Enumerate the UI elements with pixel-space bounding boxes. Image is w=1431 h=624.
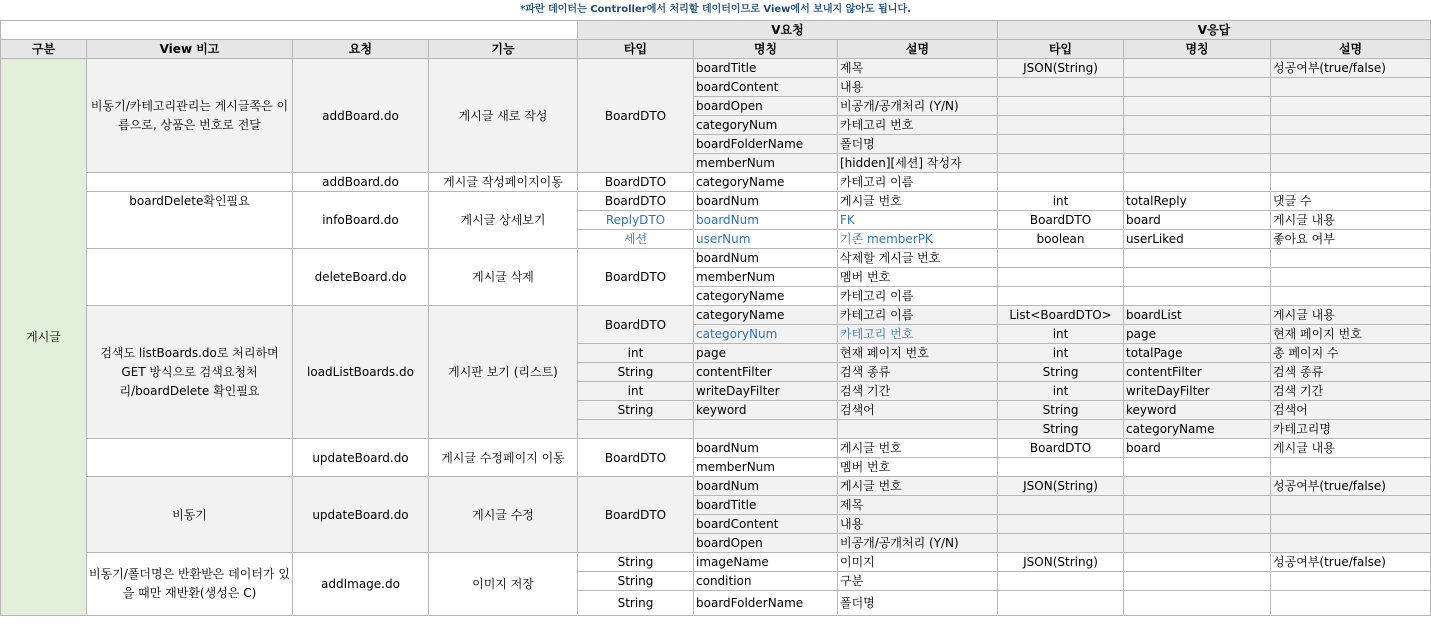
res-desc-cell: 좋아요 여부 [1271,230,1431,249]
col-view-note: View 비고 [87,40,293,59]
req-type-cell: int [578,382,694,401]
req-desc-cell: FK [838,211,998,230]
req-name-cell: boardFolderName [694,135,838,154]
req-name-cell: boardOpen [694,534,838,553]
res-type-cell: List<BoardDTO> [998,306,1124,325]
res-type-cell: boolean [998,230,1124,249]
req-name-cell: boardContent [694,515,838,534]
req-type-cell: BoardDTO [578,306,694,344]
req-desc-cell: 카테고리 번호 [838,116,998,135]
req-desc-cell: 검색 기간 [838,382,998,401]
req-type-cell: BoardDTO [578,173,694,192]
res-name-cell: keyword [1124,401,1271,420]
col-gubun: 구분 [1,40,87,59]
res-desc-cell: 카테고리명 [1271,420,1431,439]
req-name-cell: boardContent [694,78,838,97]
req-name-cell: boardNum [694,439,838,458]
res-type-cell: int [998,325,1124,344]
req-name-cell: contentFilter [694,363,838,382]
req-desc-cell: 삭제할 게시글 번호 [838,249,998,268]
req-desc-cell: 기존 memberPK [838,230,998,249]
req-name-cell: boardTitle [694,496,838,515]
req-type-cell: BoardDTO [578,439,694,477]
req-desc-cell: 카테고리 번호 [838,325,998,344]
request-cell: addBoard.do [293,59,429,173]
res-desc-cell: 게시글 내용 [1271,306,1431,325]
req-name-cell: condition [694,572,838,591]
col-request: 요청 [293,40,429,59]
res-name-cell [1124,553,1271,572]
req-type-cell: BoardDTO [578,192,694,211]
res-desc-cell: 성공여부(true/false) [1271,553,1431,572]
req-desc-cell: 내용 [838,515,998,534]
req-desc-cell: 멤버 번호 [838,268,998,287]
col-req-name: 명칭 [694,40,838,59]
request-cell: addBoard.do [293,173,429,192]
req-desc-cell: 내용 [838,78,998,97]
req-type-cell: String [578,591,694,616]
req-name-cell: imageName [694,553,838,572]
req-type-cell: BoardDTO [578,59,694,173]
res-name-cell: contentFilter [1124,363,1271,382]
res-name-cell: board [1124,211,1271,230]
res-type-cell: BoardDTO [998,211,1124,230]
req-desc-cell: 현재 페이지 번호 [838,344,998,363]
req-desc-cell: 카테고리 이름 [838,173,998,192]
request-cell: updateBoard.do [293,439,429,477]
res-type-cell: String [998,420,1124,439]
req-type-cell: BoardDTO [578,249,694,306]
function-cell: 이미지 저장 [429,553,578,616]
request-cell: loadListBoards.do [293,306,429,439]
view-note-cell [87,249,293,306]
req-name-cell: memberNum [694,268,838,287]
req-name-cell: categoryName [694,306,838,325]
req-type-cell: String [578,363,694,382]
res-name-cell: boardList [1124,306,1271,325]
req-name-cell: memberNum [694,154,838,173]
req-desc-cell: 게시글 번호 [838,192,998,211]
view-note-cell: 비동기/카테고리관리는 게시글쪽은 이름으로, 상품은 번호로 전달 [87,59,293,173]
req-desc-cell: 카테고리 이름 [838,287,998,306]
res-name-cell: writeDayFilter [1124,382,1271,401]
col-res-type: 타입 [998,40,1124,59]
col-req-desc: 설명 [838,40,998,59]
req-name-cell: boardTitle [694,59,838,78]
req-desc-cell: 검색 종류 [838,363,998,382]
res-desc-cell: 총 페이지 수 [1271,344,1431,363]
res-desc-cell: 검색 종류 [1271,363,1431,382]
res-name-cell: totalPage [1124,344,1271,363]
req-desc-cell: 검색어 [838,401,998,420]
res-type-cell: int [998,192,1124,211]
request-cell: infoBoard.do [293,192,429,249]
req-name-cell: memberNum [694,458,838,477]
res-desc-cell: 검색어 [1271,401,1431,420]
req-name-cell: boardNum [694,249,838,268]
req-name-cell: keyword [694,401,838,420]
req-name-cell: boardNum [694,211,838,230]
res-type-cell: String [998,363,1124,382]
res-name-cell: categoryName [1124,420,1271,439]
req-name-cell: boardNum [694,192,838,211]
category-cell: 게시글 [1,59,87,616]
col-res-name: 명칭 [1124,40,1271,59]
req-desc-cell: 폴더명 [838,135,998,154]
req-desc-cell: 게시글 번호 [838,439,998,458]
res-desc-cell: 검색 기간 [1271,382,1431,401]
req-name-cell: page [694,344,838,363]
req-name-cell: categoryNum [694,116,838,135]
res-type-cell: BoardDTO [998,439,1124,458]
view-note-cell: 검색도 listBoards.do로 처리하며 GET 방식으로 검색요청처리/boardDelete 확인필요 [87,306,293,439]
view-note-cell [87,439,293,477]
req-desc-cell: 게시글 번호 [838,477,998,496]
req-desc-cell: 구분 [838,572,998,591]
res-type-cell: int [998,344,1124,363]
res-name-cell: totalReply [1124,192,1271,211]
req-name-cell: categoryName [694,173,838,192]
req-type-cell: String [578,401,694,420]
res-desc-cell: 성공여부(true/false) [1271,59,1431,78]
req-desc-cell: [hidden][세션] 작성자 [838,154,998,173]
res-name-cell [1124,59,1271,78]
req-type-cell: 세션 [578,230,694,249]
res-type-cell: JSON(String) [998,553,1124,572]
function-cell: 게시글 상세보기 [429,192,578,249]
req-desc-cell: 멤버 번호 [838,458,998,477]
v-request-header: V요청 [578,21,998,40]
res-type-cell: JSON(String) [998,59,1124,78]
res-desc-cell: 성공여부(true/false) [1271,477,1431,496]
res-desc-cell: 댓글 수 [1271,192,1431,211]
req-name-cell: writeDayFilter [694,382,838,401]
req-desc-cell: 폴더명 [838,591,998,616]
req-name-cell: boardNum [694,477,838,496]
req-name-cell: boardFolderName [694,591,838,616]
function-cell: 게시글 새로 작성 [429,59,578,173]
view-note-cell: 비동기 [87,477,293,553]
v-response-header: V응답 [998,21,1431,40]
col-req-type: 타입 [578,40,694,59]
view-note-cell [87,173,293,192]
col-res-desc: 설명 [1271,40,1431,59]
res-name-cell: page [1124,325,1271,344]
view-note-cell: boardDelete확인필요 [87,192,293,249]
function-cell: 게시글 수정 [429,477,578,553]
req-name-cell: categoryNum [694,325,838,344]
function-cell: 게시판 보기 (리스트) [429,306,578,439]
req-type-cell: ReplyDTO [578,211,694,230]
res-desc-cell: 현재 페이지 번호 [1271,325,1431,344]
function-cell: 게시글 작성페이지이동 [429,173,578,192]
res-name-cell [1124,477,1271,496]
api-spec-table [0,20,1431,616]
res-type-cell: int [998,382,1124,401]
res-desc-cell: 게시글 내용 [1271,211,1431,230]
res-type-cell: JSON(String) [998,477,1124,496]
req-desc-cell: 이미지 [838,553,998,572]
header-note: *파란 데이터는 Controller에서 처리할 데이터이므로 View에서 보내지 않아도 됩니다. [520,4,911,15]
req-desc-cell: 비공개/공개처리 (Y/N) [838,97,998,116]
req-desc-cell: 카테고리 이름 [838,306,998,325]
request-cell: deleteBoard.do [293,249,429,306]
view-note-cell: 비동기/폴더명은 반환받은 데이터가 있을 때만 재반환(생성은 C) [87,553,293,616]
request-cell: updateBoard.do [293,477,429,553]
function-cell: 게시글 삭제 [429,249,578,306]
res-name-cell: board [1124,439,1271,458]
req-desc-cell: 제목 [838,59,998,78]
req-type-cell: String [578,572,694,591]
req-desc-cell: 비공개/공개처리 (Y/N) [838,534,998,553]
req-desc-cell: 제목 [838,496,998,515]
req-type-cell: String [578,553,694,572]
req-type-cell: BoardDTO [578,477,694,553]
function-cell: 게시글 수정페이지 이동 [429,439,578,477]
req-name-cell: boardOpen [694,97,838,116]
req-name-cell: userNum [694,230,838,249]
res-type-cell: String [998,401,1124,420]
res-name-cell: userLiked [1124,230,1271,249]
req-type-cell: int [578,344,694,363]
col-function: 기능 [429,40,578,59]
request-cell: addImage.do [293,553,429,616]
res-desc-cell: 게시글 내용 [1271,439,1431,458]
req-name-cell: categoryName [694,287,838,306]
